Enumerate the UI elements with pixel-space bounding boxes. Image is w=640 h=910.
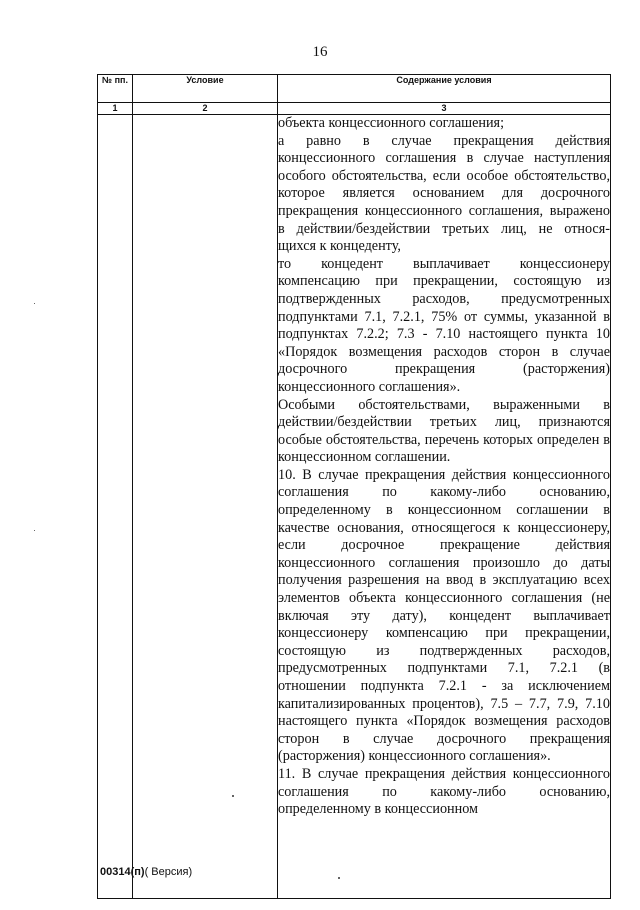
content-paragraph: то концедент выплачивает концессионеру компенсацию при прекращении, состоящую из подтвержденных расходов, предусмотренных подпунктами 7.1, 7.2.1, 75% от суммы, указанной в подпунктах 7.2.2; 7.3 - 7.10 настоящего пункта 10 «Порядок возмещения расходов сторон в случае досрочного прекращения (расторжения) концессионного соглашения». bbox=[278, 255, 610, 395]
header-condition: Условие bbox=[133, 75, 278, 103]
scan-speck bbox=[232, 795, 234, 797]
cell-condition bbox=[133, 115, 278, 899]
cell-number bbox=[98, 115, 133, 899]
column-number-1: 1 bbox=[98, 103, 133, 115]
content-paragraph: объекта концессионного соглашения; bbox=[278, 115, 505, 131]
footer bbox=[100, 866, 192, 878]
table-row bbox=[98, 115, 611, 899]
footer-code: 00314(п) bbox=[100, 866, 145, 878]
page-number: 16 bbox=[312, 44, 328, 60]
content-paragraph: 10. В случае прекращения действия концессионного соглашения по какому-либо основанию, определенному в концессионном соглашении в качестве основания, относящегося к концессионеру, если досрочное прекращение действия концессионного соглашения произошло до даты получения разрешения на ввод в эксплуатацию всех элементов объекта концессионного соглашения (не включая эту дату), концедент выплачивает концессионеру компенсацию при прекращении, состоящую из подтвержденных расходов, предусмотренных подпунктами 7.1, 7.2.1 (в отношении подпункта 7.2.1 - за исключением капитализированных процентов), 7.5 – 7.7, 7.9, 7.10 настоящего пункта «Порядок возмещения расходов сторон в случае досрочного прекращения (расторжения) концессионного соглашения». bbox=[278, 466, 610, 765]
column-number-row bbox=[98, 103, 611, 115]
column-number-3: 3 bbox=[278, 103, 611, 115]
table-header-row bbox=[98, 75, 611, 103]
footer-label: ( Версия) bbox=[144, 866, 193, 878]
content-paragraph: а равно в случае прекращения действия концессионного соглашения в случае наступления особого обстоятельства, если особое обстоятельство, которое является основанием для досрочного прекращения концессионного соглашения, выражено в действии/бездействии третьих лиц, не относя- щихся к концеденту, bbox=[278, 132, 610, 255]
conditions-table bbox=[97, 74, 611, 899]
header-number: № пп. bbox=[98, 75, 133, 103]
scan-speck bbox=[34, 303, 35, 304]
column-number-2: 2 bbox=[133, 103, 278, 115]
scan-speck bbox=[34, 530, 35, 531]
cell-content bbox=[278, 115, 611, 899]
content-paragraph: 11. В случае прекращения действия концессионного соглашения по какому-либо основанию, определенному в концессионном bbox=[278, 765, 610, 818]
scan-speck bbox=[338, 877, 340, 879]
header-content: Содержание условия bbox=[278, 75, 611, 103]
content-paragraph: Особыми обстоятельствами, выраженными в действии/бездействии третьих лиц, признаются особые обстоятельства, перечень которых определен в концессионном соглашении. bbox=[278, 396, 610, 466]
